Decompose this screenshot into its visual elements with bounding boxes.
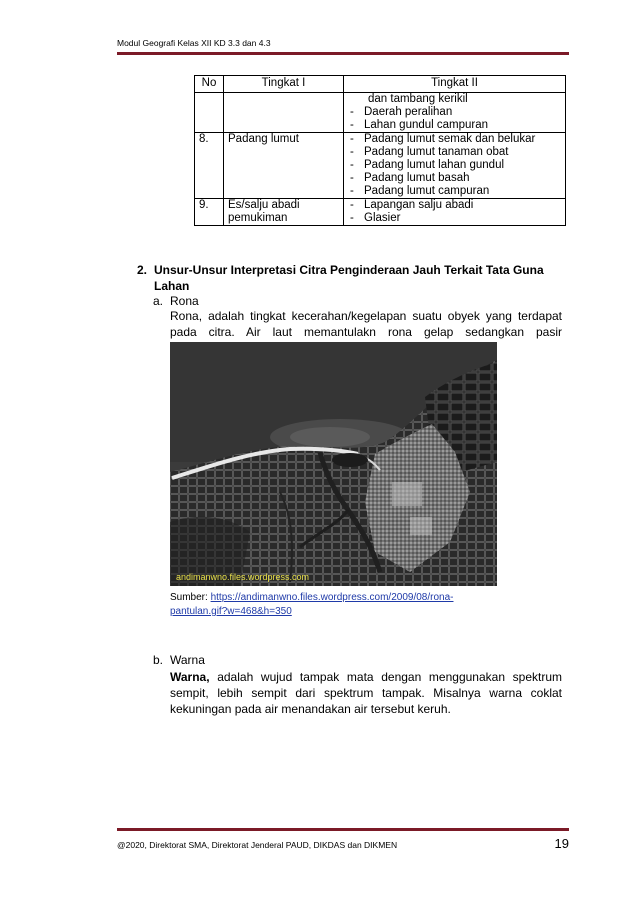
item-a-title: Rona — [170, 294, 199, 308]
section-number: 2. — [137, 263, 148, 277]
list-item: - Lahan gundul campuran — [348, 119, 561, 132]
land-use-table — [194, 75, 566, 226]
cell-tingkat-1: Es/salju abadi pemukiman — [224, 199, 344, 226]
list-item: - Glasier — [348, 212, 561, 225]
header-rule — [117, 52, 569, 55]
col-header-no: No — [195, 76, 224, 93]
list-item: - Padang lumut campuran — [348, 185, 561, 198]
item-b-bold-lead: Warna, — [170, 670, 210, 684]
table-header-row — [195, 76, 566, 93]
page-header: Modul Geografi Kelas XII KD 3.3 dan 4.3 — [117, 38, 271, 48]
item-a-heading — [153, 294, 199, 308]
item-b-label: b. — [153, 653, 164, 667]
cell-tingkat-1: Padang lumut — [224, 133, 344, 199]
table-row — [195, 199, 566, 226]
list-item: - Daerah peralihan — [348, 106, 561, 119]
cell-no: 9. — [195, 199, 224, 226]
col-header-tingkat-2: Tingkat II — [344, 76, 566, 93]
footer-rule — [117, 828, 569, 831]
image-watermark: andimanwno.files.wordpress.com — [176, 572, 310, 582]
cell-no: 8. — [195, 133, 224, 199]
cell-no — [195, 93, 224, 133]
item-b-text: adalah wujud tampak mata dengan menggunakan spektrum sempit, lebih sempit dari spektrum tampak. Misalnya warna coklat kekuningan pada air menandakan air tersebut keruh. — [170, 670, 562, 716]
table-row — [195, 133, 566, 199]
caption-prefix: Sumber: — [170, 592, 211, 603]
item-b-title: Warna — [170, 653, 205, 667]
list-item: - Padang lumut tanaman obat — [348, 146, 561, 159]
col-header-tingkat-1: Tingkat I — [224, 76, 344, 93]
table-row — [195, 93, 566, 133]
section-2-heading — [137, 262, 557, 294]
item-b-heading — [153, 653, 205, 667]
satellite-image — [170, 342, 497, 586]
list-item: dan tambang kerikil — [368, 93, 468, 105]
list-item: - Padang lumut semak dan belukar — [348, 133, 561, 146]
page-footer: @2020, Direktorat SMA, Direktorat Jenderal PAUD, DIKDAS dan DIKMEN — [117, 840, 398, 850]
list-item: - Lapangan salju abadi — [348, 199, 561, 212]
item-a-paragraph: Rona, adalah tingkat kecerahan/kegelapan suatu obyek yang terdapat pada citra. Air laut memantulakn rona gelap sedangkan pasir — [170, 309, 562, 339]
item-a-label: a. — [153, 294, 164, 308]
list-item: - Padang lumut basah — [348, 172, 561, 185]
item-b-paragraph — [170, 669, 562, 717]
source-link[interactable]: https://andimanwno.files.wordpress.com/2009/08/rona-pantulan.gif?w=468&h=350 — [170, 592, 454, 617]
cell-tingkat-2 — [344, 93, 566, 133]
section-title: Unsur-Unsur Interpretasi Citra Penginderaan Jauh Terkait Tata Guna Lahan — [154, 263, 544, 293]
cell-tingkat-2 — [344, 133, 566, 199]
cell-tingkat-1 — [224, 93, 344, 133]
cell-tingkat-2 — [344, 199, 566, 226]
list-item: - Padang lumut lahan gundul — [348, 159, 561, 172]
page-number: 19 — [554, 836, 569, 851]
image-caption — [170, 591, 490, 619]
